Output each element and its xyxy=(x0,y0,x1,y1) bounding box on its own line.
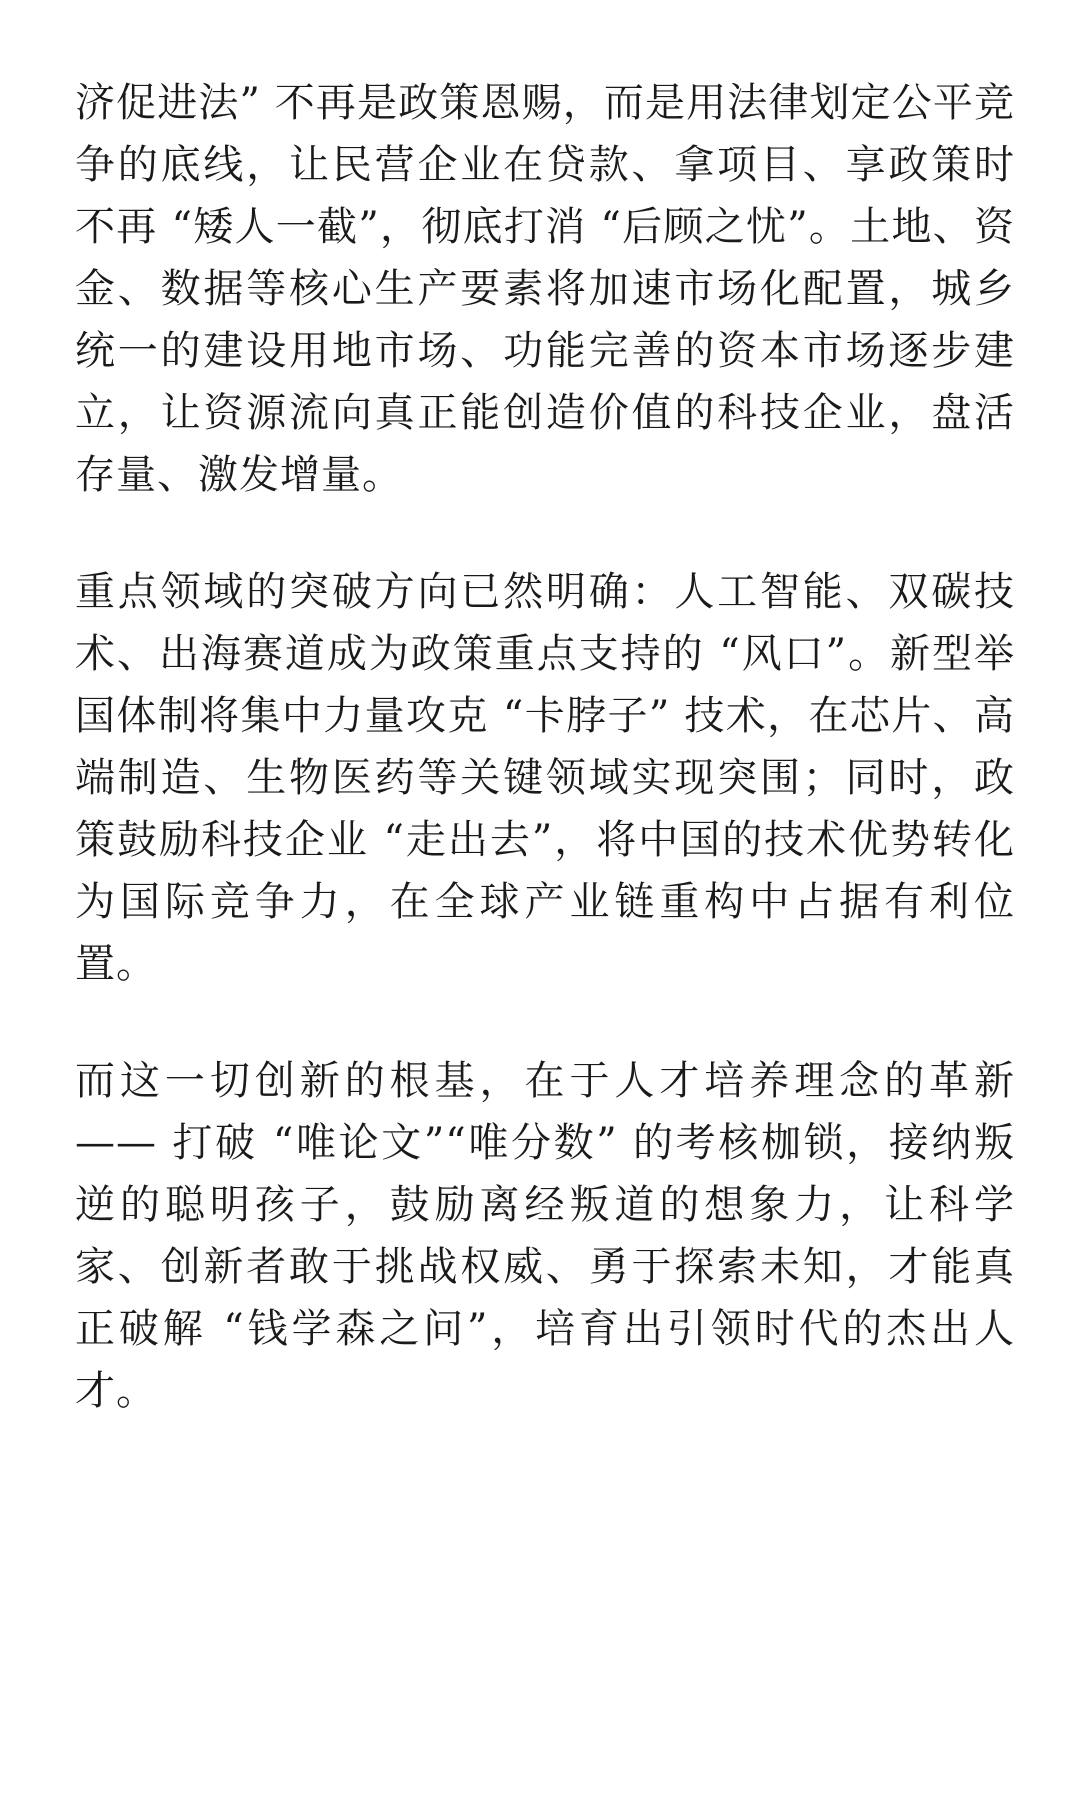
paragraph-3: 而这一切创新的根基，在于人才培养理念的革新 —— 打破 “唯论文”“唯分数” 的考核枷锁，接纳叛逆的聪明孩子，鼓励离经叛道的想象力，让科学家、创新者敢于挑战权威、勇于探索未知，才能真正破解 “钱学森之问”，培育出引领时代的杰出人才。 xyxy=(75,1058,1015,1414)
paragraph-2: 重点领域的突破方向已然明确：人工智能、双碳技术、出海赛道成为政策重点支持的 “风口”。新型举国体制将集中力量攻克 “卡脖子” 技术，在芯片、高端制造、生物医药等关键领域实现突围；同时，政策鼓励科技企业 “走出去”，将中国的技术优势转化为国际竞争力，在全球产业链重构中占据有利位置。 xyxy=(75,569,1015,987)
paragraph-1: 济促进法” 不再是政策恩赐，而是用法律划定公平竞争的底线，让民营企业在贷款、拿项目、享政策时不再 “矮人一截”，彻底打消 “后顾之忧”。土地、资金、数据等核心生产要素将加速市场化配置，城乡统一的建设用地市场、功能完善的资本市场逐步建立，让资源流向真正能创造价值的科技企业，盘活存量、激发增量。 xyxy=(75,80,1015,498)
article-body xyxy=(75,72,1015,1422)
